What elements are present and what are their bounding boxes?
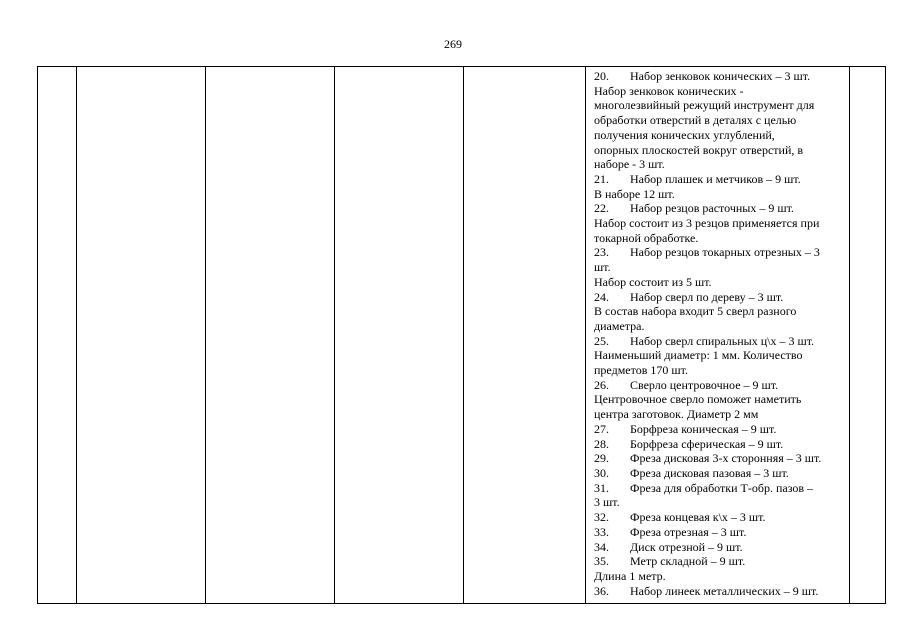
- item-text: Набор зенковок конических – 3 шт.: [630, 69, 811, 83]
- list-item: [594, 540, 849, 555]
- item-text: Набор состоит из 5 шт.: [594, 274, 712, 289]
- item-text: обработки отверстий в деталях с целью: [594, 113, 797, 128]
- list-item: [594, 407, 849, 422]
- list-item: [594, 422, 849, 437]
- item-text: Фреза дисковая пазовая – 3 шт.: [630, 465, 789, 480]
- list-item: [594, 260, 849, 275]
- list-item: [594, 84, 849, 99]
- list-item: [594, 98, 849, 113]
- list-item: [594, 113, 849, 128]
- item-text: многолезвийный режущий инструмент для: [594, 98, 815, 113]
- item-number: 20.: [594, 69, 609, 83]
- item-text: Набор резцов токарных отрезных – 3: [630, 245, 820, 260]
- table-cell-content: [586, 67, 850, 604]
- item-number: 26.: [594, 377, 609, 392]
- item-number: 30.: [594, 465, 609, 480]
- list-item: [594, 231, 849, 246]
- item-text: Фреза концевая к\х – 3 шт.: [630, 510, 766, 525]
- table-cell-empty: [464, 67, 586, 604]
- item-number: 36.: [594, 583, 609, 598]
- page-number: 269: [444, 37, 462, 51]
- item-number: 23.: [594, 245, 609, 260]
- item-text: Метр складной – 9 шт.: [630, 554, 746, 569]
- item-number: 21.: [594, 171, 609, 186]
- table-row: [38, 67, 886, 604]
- item-text: опорных плоскостей вокруг отверстий, в: [594, 142, 804, 157]
- item-text: В наборе 12 шт.: [594, 186, 675, 201]
- list-item: [594, 245, 849, 260]
- list-item: [594, 525, 849, 540]
- item-text: Набор зенковок конических -: [594, 83, 744, 98]
- list-item: [594, 466, 849, 481]
- item-text: получения конических углублений,: [594, 127, 775, 142]
- table-cell-empty: [77, 67, 206, 604]
- list-item: [594, 392, 849, 407]
- item-text: 3 шт.: [594, 495, 620, 510]
- item-number: 35.: [594, 554, 609, 569]
- list-item: [594, 554, 849, 569]
- list-item: [594, 304, 849, 319]
- item-number: 33.: [594, 524, 609, 539]
- item-text: предметов 170 шт.: [594, 363, 688, 378]
- item-text: Борфреза сферическая – 9 шт.: [630, 436, 784, 451]
- item-text: наборе - 3 шт.: [594, 157, 665, 172]
- list-item: [594, 348, 849, 363]
- item-text: Набор сверл по дереву – 3 шт.: [630, 289, 784, 304]
- item-text: Длина 1 метр.: [594, 568, 666, 583]
- item-text: Набор состоит из 3 резцов применяется при: [594, 216, 820, 231]
- item-number: 24.: [594, 289, 609, 304]
- list-item: [594, 143, 849, 158]
- item-text: Набор сверл спиральных ц\х – 3 шт.: [630, 333, 815, 348]
- item-number: 28.: [594, 436, 609, 451]
- list-item: [594, 451, 849, 466]
- item-number: 22.: [594, 201, 609, 216]
- item-text: центра заготовок. Диаметр 2 мм: [594, 407, 759, 422]
- table-cell-empty: [206, 67, 335, 604]
- item-text: Набор плашек и метчиков – 9 шт.: [630, 171, 801, 186]
- list-item: [594, 319, 849, 334]
- list-item: [594, 172, 849, 187]
- list-item: [594, 481, 849, 496]
- item-text: Диск отрезной – 9 шт.: [630, 539, 743, 554]
- item-text: Набор резцов расточных – 9 шт.: [630, 201, 794, 216]
- item-text: Сверло центровочное – 9 шт.: [630, 377, 779, 392]
- list-item: [594, 363, 849, 378]
- list-item: [594, 437, 849, 452]
- list-item: [594, 334, 849, 349]
- item-number: 25.: [594, 333, 609, 348]
- table-cell-empty: [850, 67, 886, 604]
- item-number: 32.: [594, 510, 609, 525]
- list-item: [594, 510, 849, 525]
- list-item: [594, 201, 849, 216]
- item-text: Фреза для обработки Т-обр. пазов –: [630, 480, 814, 495]
- list-item: [594, 187, 849, 202]
- item-text: шт.: [594, 260, 611, 275]
- item-text: Набор линеек металлических – 9 шт.: [630, 583, 819, 598]
- item-number: 34.: [594, 539, 609, 554]
- list-item: [594, 69, 849, 84]
- item-text: Фреза дисковая 3-х сторонняя – 3 шт.: [630, 451, 822, 466]
- list-item: [594, 216, 849, 231]
- list-item: [594, 569, 849, 584]
- item-number: 27.: [594, 421, 609, 436]
- item-number: 31.: [594, 480, 609, 495]
- list-item: [594, 128, 849, 143]
- item-text: Борфреза коническая – 9 шт.: [630, 421, 777, 436]
- item-text: Центровочное сверло поможет наметить: [594, 392, 802, 407]
- list-item: [594, 495, 849, 510]
- list-item: [594, 290, 849, 305]
- item-list: [594, 69, 849, 598]
- list-item: [594, 378, 849, 393]
- list-item: [594, 157, 849, 172]
- item-number: 29.: [594, 451, 609, 466]
- list-item: [594, 275, 849, 290]
- item-text: диаметра.: [594, 318, 645, 333]
- equipment-table: [37, 66, 886, 604]
- item-text: Фреза отрезная – 3 шт.: [630, 524, 747, 539]
- item-text: В состав набора входит 5 сверл разного: [594, 304, 797, 319]
- table-cell-empty: [38, 67, 77, 604]
- item-text: токарной обработке.: [594, 230, 699, 245]
- item-text: Наименьший диаметр: 1 мм. Количество: [594, 348, 803, 363]
- table-cell-empty: [335, 67, 464, 604]
- list-item: [594, 584, 849, 599]
